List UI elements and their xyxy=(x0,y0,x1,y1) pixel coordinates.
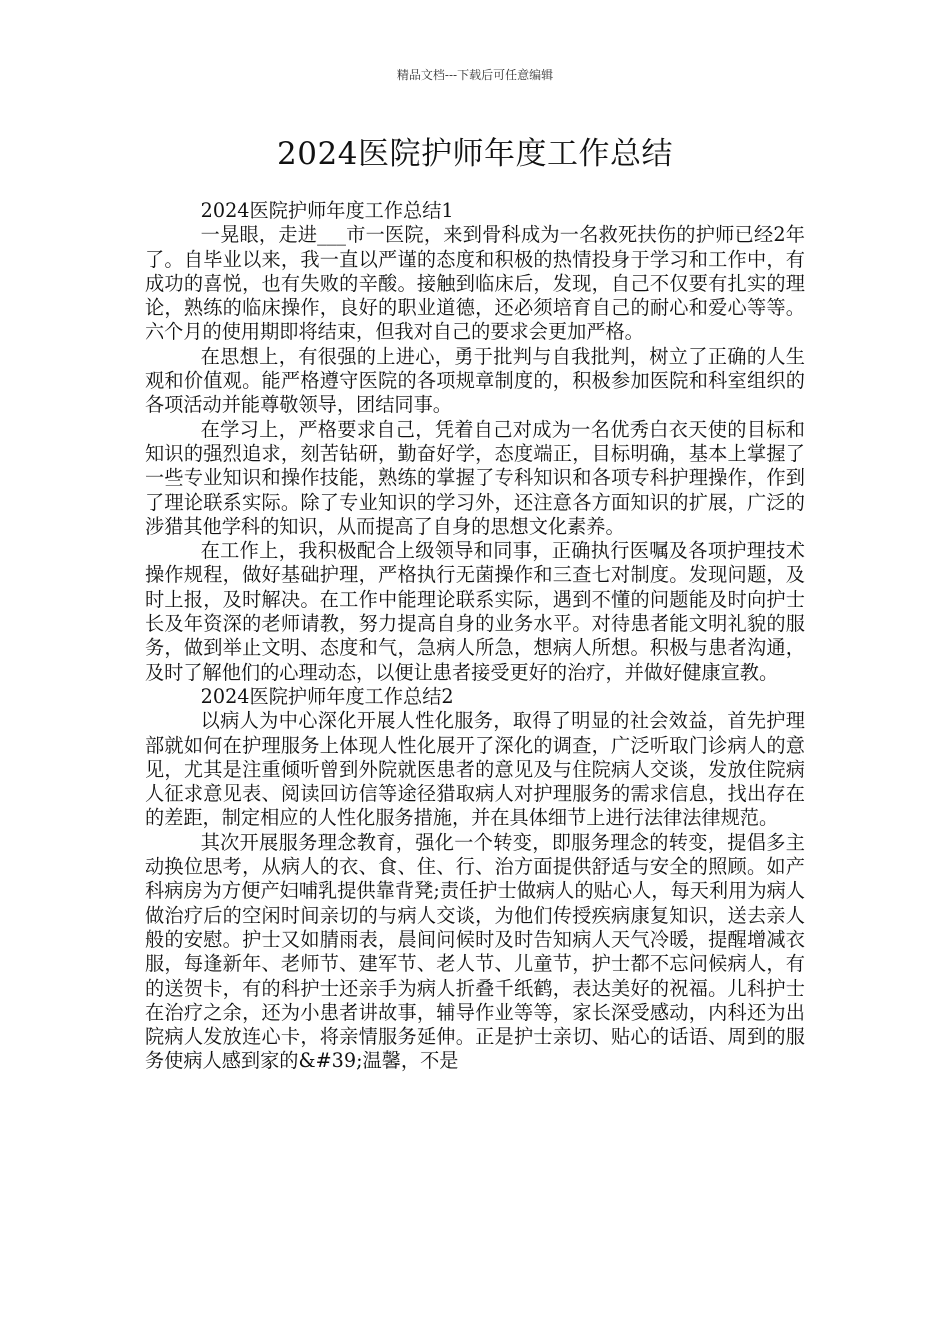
paragraph: 一晃眼，走进___市一医院，来到骨科成为一名救死扶伤的护师已经2年了。自毕业以来，我一直以严谨的态度和积极的热情投身于学习和工作中，有成功的喜悦，也有失败的辛酸。接触到临床后，发现，自己不仅要有扎实的理论，熟练的临床操作，良好的职业道德，还必须培育自己的耐心和爱心等等。六个月的使用期即将结束，但我对自己的要求会更加严格。 xyxy=(145,223,805,344)
document-title: 2024医院护师年度工作总结 xyxy=(277,136,673,172)
section-heading-2: 2024医院护师年度工作总结2 xyxy=(200,684,454,708)
paragraph: 在工作上，我积极配合上级领导和同事，正确执行医嘱及各项护理技术操作规程，做好基础护理，严格执行无菌操作和三查七对制度。发现问题，及时上报，及时解决。在工作中能理论联系实际，遇到不懂的问题能及时向护士长及年资深的老师请教，努力提高自身的业务水平。对待患者能文明礼貌的服务，做到举止文明、态度和气，急病人所急，想病人所想。积极与患者沟通，及时了解他们的心理动态，以便让患者接受更好的治疗，并做好健康宣教。 xyxy=(145,539,805,684)
page-header: 精品文档---下载后可任意编辑 xyxy=(396,68,554,82)
document-body xyxy=(145,199,805,1074)
paragraph: 在思想上，有很强的上进心，勇于批判与自我批判，树立了正确的人生观和价值观。能严格遵守医院的各项规章制度的，积极参加医院和科室组织的各项活动并能尊敬领导，团结同事。 xyxy=(145,344,805,417)
paragraph: 在学习上，严格要求自己，凭着自己对成为一名优秀白衣天使的目标和知识的强烈追求，刻苦钻研，勤奋好学，态度端正，目标明确，基本上掌握了一些专业知识和操作技能，熟练的掌握了专科知识和各项专科护理操作，作到了理论联系实际。除了专业知识的学习外，还注意各方面知识的扩展，广泛的涉猎其他学科的知识，从而提高了自身的思想文化素养。 xyxy=(145,417,805,538)
paragraph: 其次开展服务理念教育，强化一个转变，即服务理念的转变，提倡多主动换位思考，从病人的衣、食、住、行、治方面提供舒适与安全的照顾。如产科病房为方便产妇哺乳提供靠背凳;责任护士做病人的贴心人，每天利用为病人做治疗后的空闲时间亲切的与病人交谈，为他们传授疾病康复知识，送去亲人般的安慰。护士又如腈雨表，晨间问候时及时告知病人天气冷暖，提醒增减衣服，每逢新年、老师节、建军节、老人节、儿童节，护士都不忘问候病人，有的送贺卡，有的科护士还亲手为病人折叠千纸鹤，表达美好的祝福。儿科护士在治疗之余，还为小患者讲故事，辅导作业等等，家长深受感动，内科还为出院病人发放连心卡，将亲情服务延伸。正是护士亲切、贴心的话语、周到的服务使病人感到家的&#39;温馨，不是 xyxy=(145,830,805,1073)
section-heading-1: 2024医院护师年度工作总结1 xyxy=(200,199,454,222)
paragraph: 以病人为中心深化开展人性化服务，取得了明显的社会效益，首先护理部就如何在护理服务上体现人性化展开了深化的调查，广泛听取门诊病人的意见，尤其是注重倾听曾到外院就医患者的意见及与住院病人交谈，发放住院病人征求意见表、阅读回访信等途径猎取病人对护理服务的需求信息，找出存在的差距，制定相应的人性化服务措施，并在具体细节上进行法律法律规范。 xyxy=(145,709,805,830)
